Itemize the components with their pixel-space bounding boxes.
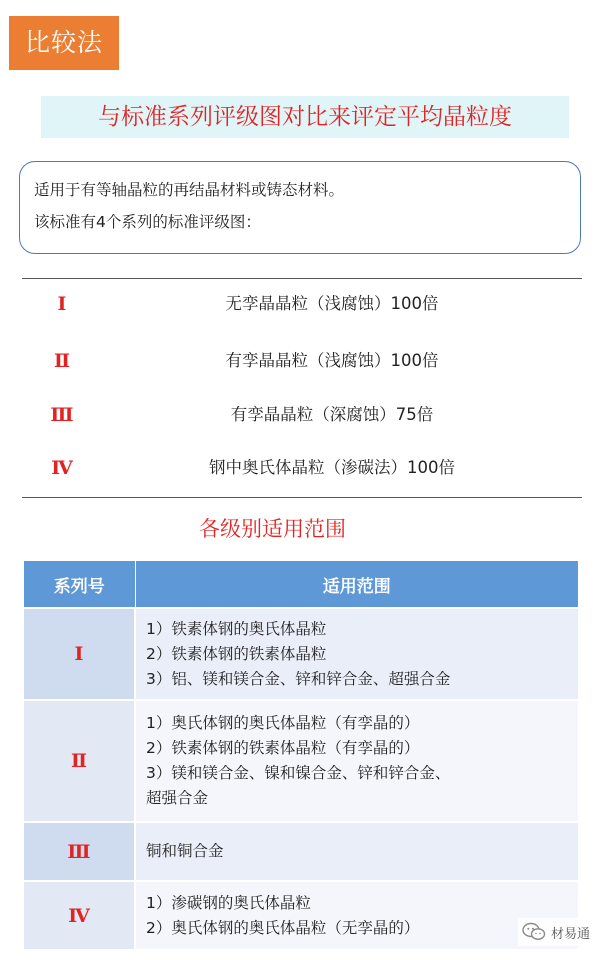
scope-line: 2）铁素体钢的铁素体晶粒（有孪晶的） [146,739,420,757]
series-number: Ⅰ [57,293,67,315]
series-description: 钢中奥氏体晶粒（渗碳法）100倍 [209,458,455,477]
table-row [24,881,578,949]
table-row [24,822,578,881]
watermark-text: 材易通 [550,926,590,942]
scope-cell [135,608,578,700]
series-row-1 [22,289,582,319]
scope-cell [135,881,578,949]
table-row [24,608,578,700]
column-header-series-no: 系列号 [24,561,135,608]
scope-heading: 各级别适用范围 [199,517,346,541]
series-description: 无孪晶晶粒（浅腐蚀）100倍 [225,294,439,313]
series-number: Ⅳ [51,457,73,479]
scope-line: 铜和铜合金 [146,842,224,860]
page-title: 与标准系列评级图对比来评定平均晶粒度 [41,96,569,138]
series-code-cell: Ⅱ [24,700,135,822]
wechat-icon [522,922,546,942]
scope-line: 2）铁素体钢的铁素体晶粒 [146,644,327,663]
series-row-2 [22,346,582,376]
scope-line: 2）奥氏体钢的奥氏体晶粒（无孪晶的） [146,918,420,937]
series-number: Ⅱ [53,350,70,372]
scope-table [24,561,578,949]
watermark [518,918,590,946]
table-header-row [24,561,578,608]
intro-note-box [19,161,581,254]
scope-line: 超强合金 [146,789,209,807]
series-top-divider [22,278,582,279]
scope-cell [135,822,578,881]
series-code-cell: Ⅳ [24,881,135,949]
scope-cell [135,700,578,822]
series-row-3 [22,400,582,430]
scope-line: 3）铝、镁和镁合金、锌和锌合金、超强合金 [146,669,451,688]
scope-line: 1）渗碳钢的奥氏体晶粒 [146,893,311,912]
section-badge: 比较法 [9,16,119,70]
series-bottom-divider [22,497,582,498]
series-row-4 [22,453,582,483]
table-row [24,700,578,822]
intro-line-2: 该标准有4个系列的标准评级图： [34,213,261,231]
series-code-cell: Ⅰ [24,608,135,700]
scope-line: 1）奥氏体钢的奥氏体晶粒（有孪晶的） [146,714,420,732]
intro-line-1: 适用于有等轴晶粒的再结晶材料或铸态材料。 [34,181,345,199]
series-description: 有孪晶晶粒（深腐蚀）75倍 [230,405,434,424]
series-code-cell: Ⅲ [24,822,135,881]
series-number: Ⅲ [50,404,74,426]
scope-line: 1）铁素体钢的奥氏体晶粒 [146,619,327,638]
column-header-scope: 适用范围 [135,561,578,608]
series-description: 有孪晶晶粒（浅腐蚀）100倍 [225,351,439,370]
scope-line: 3）镁和镁合金、镍和镍合金、锌和锌合金、 [146,764,451,782]
